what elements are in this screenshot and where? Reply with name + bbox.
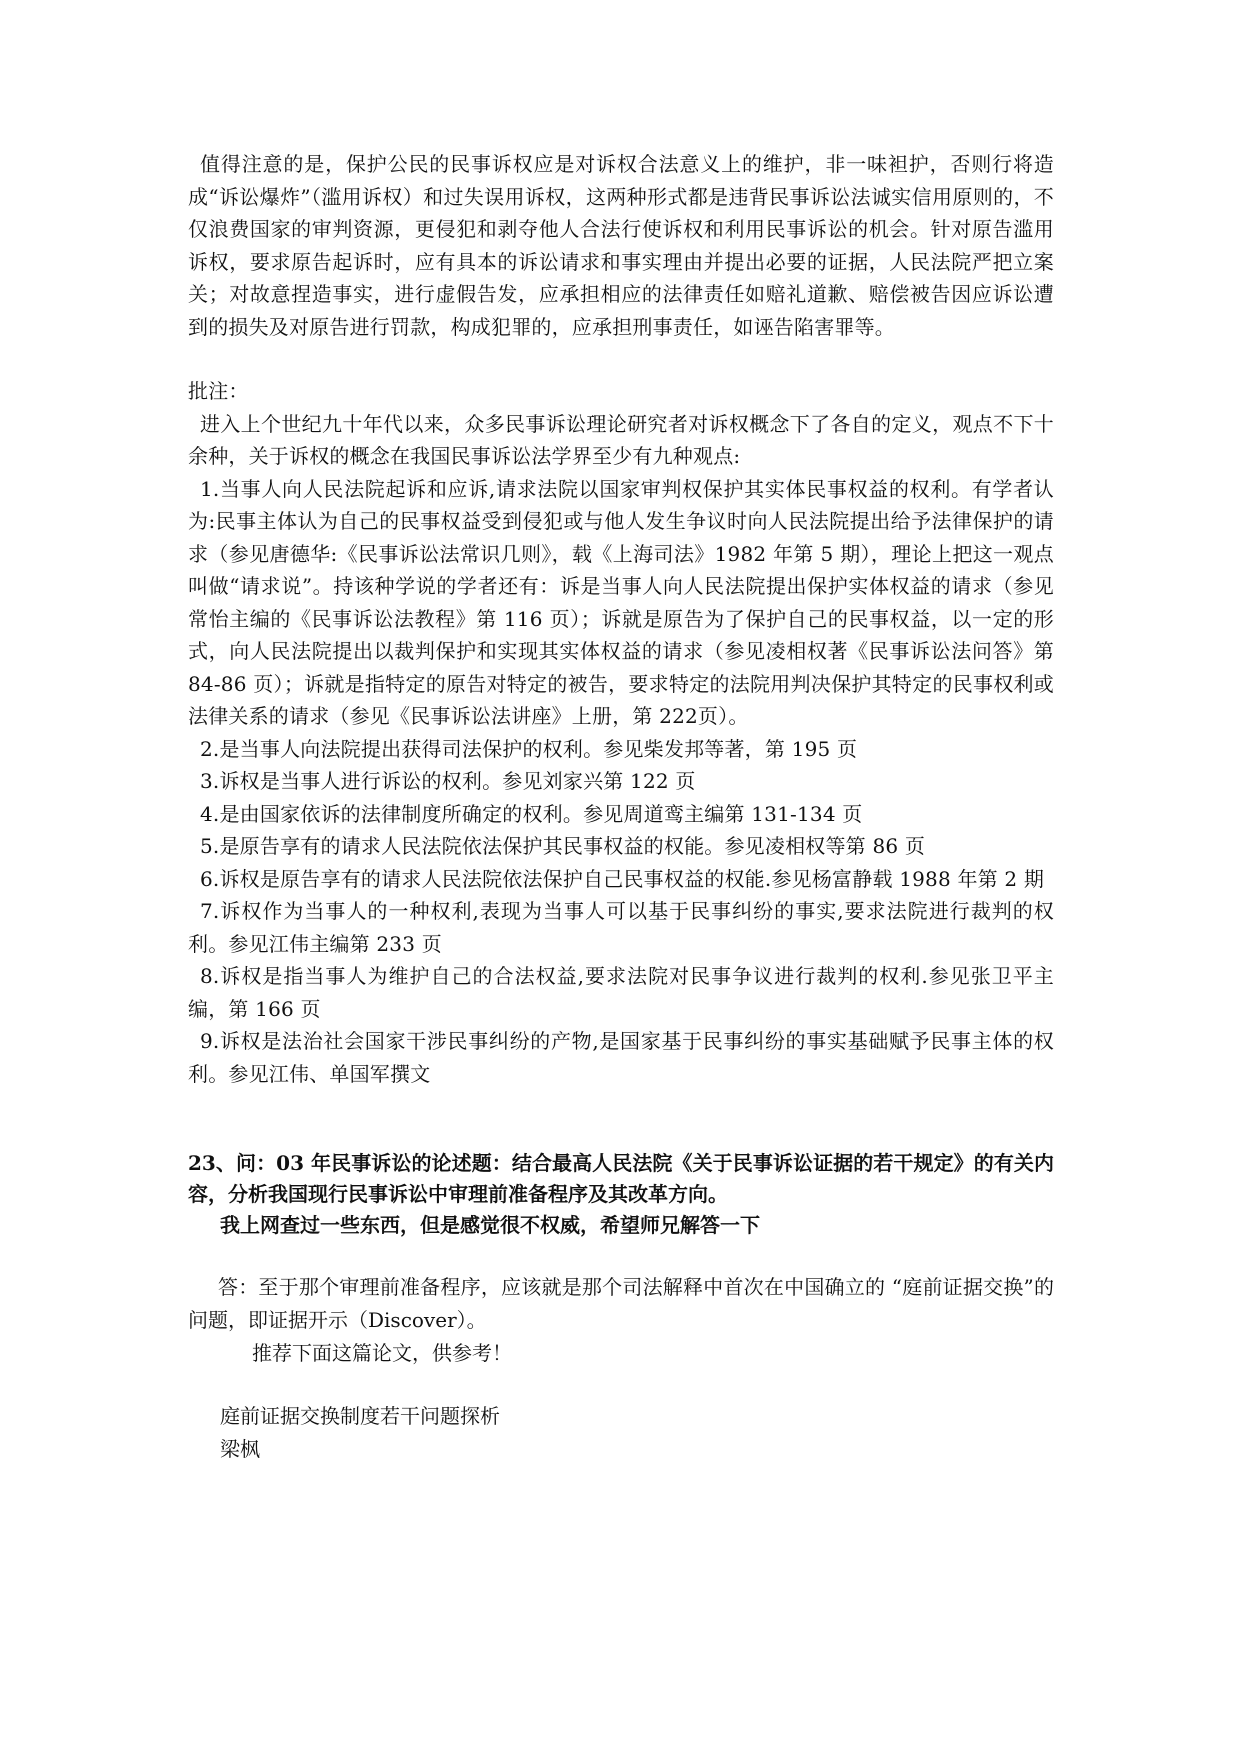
list-item-8: 8.诉权是指当事人为维护自己的合法权益,要求法院对民事争议进行裁判的权利.参见张卫平主编，第 166 页 — [188, 964, 1054, 1021]
paragraph-abuse-of-rights: 值得注意的是，保护公民的民事诉权应是对诉权合法意义上的维护，非一味袒护，否则行将造成“诉讼爆炸”（滥用诉权）和过失误用诉权，这两种形式都是违背民事诉讼法诚实信用原则的，不仅浪费国家的审判资源，更侵犯和剥夺他人合法行使诉权和利用民事诉讼的机会。针对原告滥用诉权，要求原告起诉时，应有具本的诉讼请求和事实理由并提出必要的证据，人民法院严把立案关；对故意捏造事实，进行虚假告发，应承担相应的法律责任如赔礼道歉、赔偿被告因应诉讼遭到的损失及对原告进行罚款，构成犯罪的，应承担刑事责任，如诬告陷害罪等。 — [188, 152, 1054, 339]
paper-title: 庭前证据交换制度若干问题探析 — [220, 1404, 500, 1428]
spacer — [188, 1090, 1054, 1148]
recommend-line: 推荐下面这篇论文，供参考！ — [252, 1341, 512, 1365]
paper-author: 梁枫 — [220, 1437, 260, 1461]
document-page — [188, 148, 1054, 1466]
spacer — [188, 343, 1054, 375]
list-item-6: 6.诉权是原告享有的请求人民法院依法保护自己民事权益的权能.参见杨富静载 1988 年第 2 期 — [200, 866, 1045, 891]
list-item-2: 2.是当事人向法院提出获得司法保护的权利。参见柴发邦等著，第 195 页 — [200, 736, 858, 761]
question-heading: 23、问：03 年民事诉讼的论述题：结合最高人民法院《关于民事诉讼证据的若干规定》的有关内容，分析我国现行民事诉讼中审理前准备程序及其改革方向。 — [188, 1151, 1054, 1206]
question-subtext: 我上网查过一些东西，但是感觉很不权威，希望师兄解答一下 — [220, 1213, 760, 1237]
list-item-7: 7.诉权作为当事人的一种权利,表现为当事人可以基于民事纠纷的事实,要求法院进行裁判的权利。参见江伟主编第 233 页 — [188, 899, 1054, 956]
list-item-1: 1.当事人向人民法院起诉和应诉,请求法院以国家审判权保护其实体民事权益的权利。有学者认为:民事主体认为自己的民事权益受到侵犯或与他人发生争议时向人民法院提出给予法律保护的请求（参见唐德华:《民事诉讼法常识几则》，载《上海司法》1982 年第 5 期），理论上把这一观点叫做“请求说”。持该种学说的学者还有：诉是当事人向人民法院提出保护实体权益的请求（参见常怡主编的《民事诉讼法教程》第 116 页）；诉就是原告为了保护自己的民事权益，以一定的形式，向人民法院提出以裁判保护和实现其实体权益的请求（参见凌相权著《民事诉讼法问答》第 84-86 页）；诉就是指特定的原告对特定的被告，要求特定的法院用判决保护其特定的民事权利或法律关系的请求（参见《民事诉讼法讲座》上册，第 222页）。 — [188, 476, 1054, 728]
note-label: 批注： — [188, 379, 249, 403]
answer-paragraph: 答：至于那个审理前准备程序，应该就是那个司法解释中首次在中国确立的 “庭前证据交换”的问题，即证据开示（Discover）。 — [188, 1275, 1054, 1332]
list-item-4: 4.是由国家依诉的法律制度所确定的权利。参见周道鸾主编第 131-134 页 — [200, 801, 863, 826]
spacer — [188, 1241, 1054, 1271]
list-item-5: 5.是原告享有的请求人民法院依法保护其民事权益的权能。参见凌相权等第 86 页 — [200, 834, 926, 858]
spacer — [188, 1370, 1054, 1400]
list-item-9: 9.诉权是法治社会国家干涉民事纠纷的产物,是国家基于民事纠纷的事实基础赋予民事主体的权利。参见江伟、单国军撰文 — [188, 1029, 1054, 1086]
note-intro: 进入上个世纪九十年代以来，众多民事诉讼理论研究者对诉权概念下了各自的定义，观点不下十余种，关于诉权的概念在我国民事诉讼法学界至少有九种观点: — [188, 411, 1054, 468]
list-item-3: 3.诉权是当事人进行诉讼的权利。参见刘家兴第 122 页 — [200, 769, 696, 793]
